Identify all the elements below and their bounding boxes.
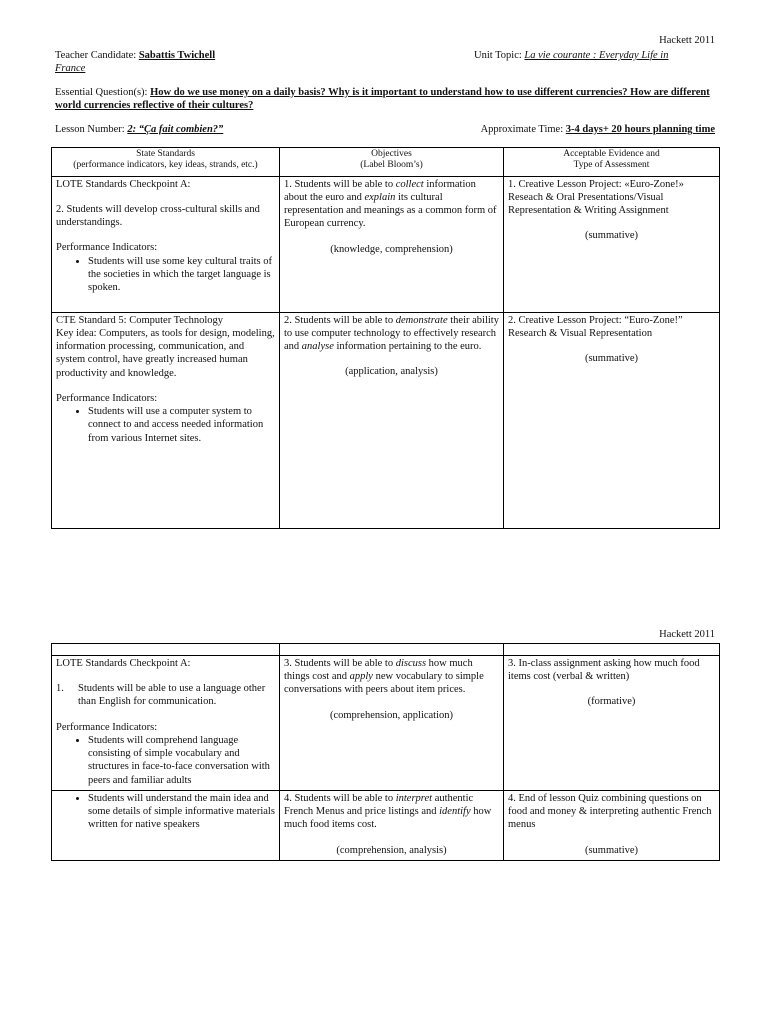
std-title: CTE Standard 5: Computer Technology	[56, 314, 224, 326]
assessment-type: (summative)	[584, 230, 639, 242]
bloom-label: (comprehension, application)	[329, 709, 454, 721]
assessment-type: (summative)	[584, 844, 639, 856]
eq-label: Essential Question(s):	[55, 87, 151, 98]
standards-cell	[52, 656, 280, 791]
col2-sub: (Label Bloom’s)	[360, 160, 423, 171]
unit-topic	[474, 49, 719, 62]
lesson-number-value: 2: “Ça fait combien?”	[127, 124, 224, 135]
standards-table-page2	[51, 643, 720, 861]
standards-cell	[52, 176, 280, 312]
evidence-text: 3. In-class assignment asking how much food items cost (verbal & written)	[508, 658, 700, 683]
objectives-cell	[280, 656, 504, 791]
list-item: • Students will understand the main idea and some details of simple informative materials written for native speakers	[88, 792, 275, 832]
assessment-type: (summative)	[584, 353, 639, 365]
evidence-text: 1. Creative Lesson Project: «Euro-Zone!» Reseach & Oral Presentations/Visual Representation & Writing Assignment	[508, 178, 684, 217]
objectives-cell	[280, 312, 504, 528]
objectives-cell	[280, 176, 504, 312]
pi-list	[56, 405, 275, 445]
blank-header-cell	[52, 644, 280, 656]
std-title: LOTE Standards Checkpoint A:	[56, 658, 191, 669]
pi-list	[56, 792, 275, 832]
std-title: LOTE Standards Checkpoint A:	[56, 178, 191, 190]
table-row	[52, 312, 720, 528]
approximate-time	[400, 123, 715, 136]
verb-collect: collect	[395, 178, 424, 190]
evidence-cell	[504, 312, 720, 528]
pi-list	[56, 255, 275, 295]
blank-header-cell	[280, 644, 504, 656]
verb-apply: apply	[349, 671, 373, 683]
table-header-row	[52, 148, 720, 177]
col2-title: Objectives	[371, 149, 412, 159]
unit-topic-cont-text: France	[55, 63, 86, 74]
std-item-text: Students will be able to use a language other than English for communication.	[78, 683, 266, 708]
col-header-standards	[52, 148, 280, 177]
teacher-name: Sabattis Twichell	[138, 50, 216, 61]
list-item: • Students will use some key cultural traits of the societies in which the target language is spoken.	[88, 255, 275, 295]
col3-title: Acceptable Evidence and	[563, 149, 660, 159]
time-value: 3-4 days+ 20 hours planning time	[565, 124, 715, 135]
standards-table-page1	[51, 147, 720, 529]
table-row	[52, 791, 720, 861]
evidence-cell	[504, 791, 720, 861]
eq-text: How do we use money on a daily basis? Why is it important to understand how to use different currencies? How are different world currencies reflective of their cultures?	[55, 87, 710, 112]
list-item: • Students will use a computer system to connect to and access needed information from various Internet sites.	[88, 405, 275, 445]
unit-topic-value: La vie courante : Everyday Life in	[524, 50, 669, 61]
std-item-number: 1.	[56, 683, 64, 695]
pi-label: Performance Indicators:	[56, 392, 158, 404]
bloom-label: (application, analysis)	[345, 366, 438, 378]
pi-label: Performance Indicators:	[56, 242, 158, 254]
verb-explain: explain	[364, 192, 396, 203]
list-item: • Students will comprehend language consisting of simple vocabulary and structures in face-to-face conversation with peers and familiar adults	[88, 734, 275, 787]
col-header-evidence	[504, 148, 720, 177]
standards-cell	[52, 791, 280, 861]
evidence-cell	[504, 176, 720, 312]
pi-list	[56, 734, 275, 787]
verb-demonstrate: demonstrate	[395, 314, 448, 326]
objective-text: 2. Students will be able to demonstrate their ability to use computer technology to effectively research and analyse information pertaining to the euro.	[284, 314, 499, 353]
col3-sub: Type of Assessment	[573, 160, 650, 171]
verb-interpret: interpret	[395, 793, 433, 804]
objective-text: 3. Students will be able to discuss how much things cost and apply new vocabulary to simple conversations with peers about item prices.	[284, 658, 484, 696]
page2-header-right: Hackett 2011	[659, 629, 715, 640]
table-row	[52, 176, 720, 312]
evidence-text: 4. End of lesson Quiz combining questions on food and money & interpreting authentic French menus	[508, 793, 712, 831]
bloom-label: (comprehension, analysis)	[336, 844, 447, 856]
lesson-label: Lesson Number:	[55, 124, 128, 135]
col1-sub: (performance indicators, key ideas, strands, etc.)	[73, 160, 258, 171]
unit-topic-cont	[55, 62, 85, 75]
unit-label: Unit Topic:	[474, 50, 525, 61]
std-key-idea: Key idea: Computers, as tools for design, modeling, information processing, communication, and system control, have greatly increased human productivity and knowledge.	[56, 328, 275, 379]
assessment-type: (formative)	[587, 696, 636, 708]
table-row	[52, 656, 720, 791]
teacher-candidate	[55, 49, 435, 62]
col1-title: State Standards	[136, 149, 195, 159]
blank-header-cell	[504, 644, 720, 656]
bloom-label: (knowledge, comprehension)	[330, 243, 453, 255]
page1-header-right: Hackett 2011	[659, 35, 715, 46]
verb-discuss: discuss	[395, 658, 427, 669]
col-header-objectives	[280, 148, 504, 177]
pi-label: Performance Indicators:	[56, 721, 158, 733]
lesson-number	[55, 123, 385, 136]
standards-cell	[52, 312, 280, 528]
essential-questions	[55, 86, 715, 112]
evidence-text: 2. Creative Lesson Project: “Euro-Zone!” Research & Visual Representation	[508, 314, 683, 339]
verb-analyse: analyse	[301, 341, 334, 353]
time-label: Approximate Time:	[480, 124, 566, 135]
objective-text: 1. Students will be able to collect information about the euro and explain its cultural representation and meanings as a common form of European currency.	[284, 178, 497, 230]
teacher-label: Teacher Candidate:	[55, 50, 139, 61]
std-item	[56, 682, 275, 708]
objective-text: 4. Students will be able to interpret authentic French Menus and price listings and identify how much food items cost.	[284, 793, 492, 831]
table-header-row	[52, 644, 720, 656]
verb-identify: identify	[439, 806, 471, 818]
std-item: 2. Students will develop cross-cultural skills and understandings.	[56, 204, 260, 229]
objectives-cell	[280, 791, 504, 861]
evidence-cell	[504, 656, 720, 791]
